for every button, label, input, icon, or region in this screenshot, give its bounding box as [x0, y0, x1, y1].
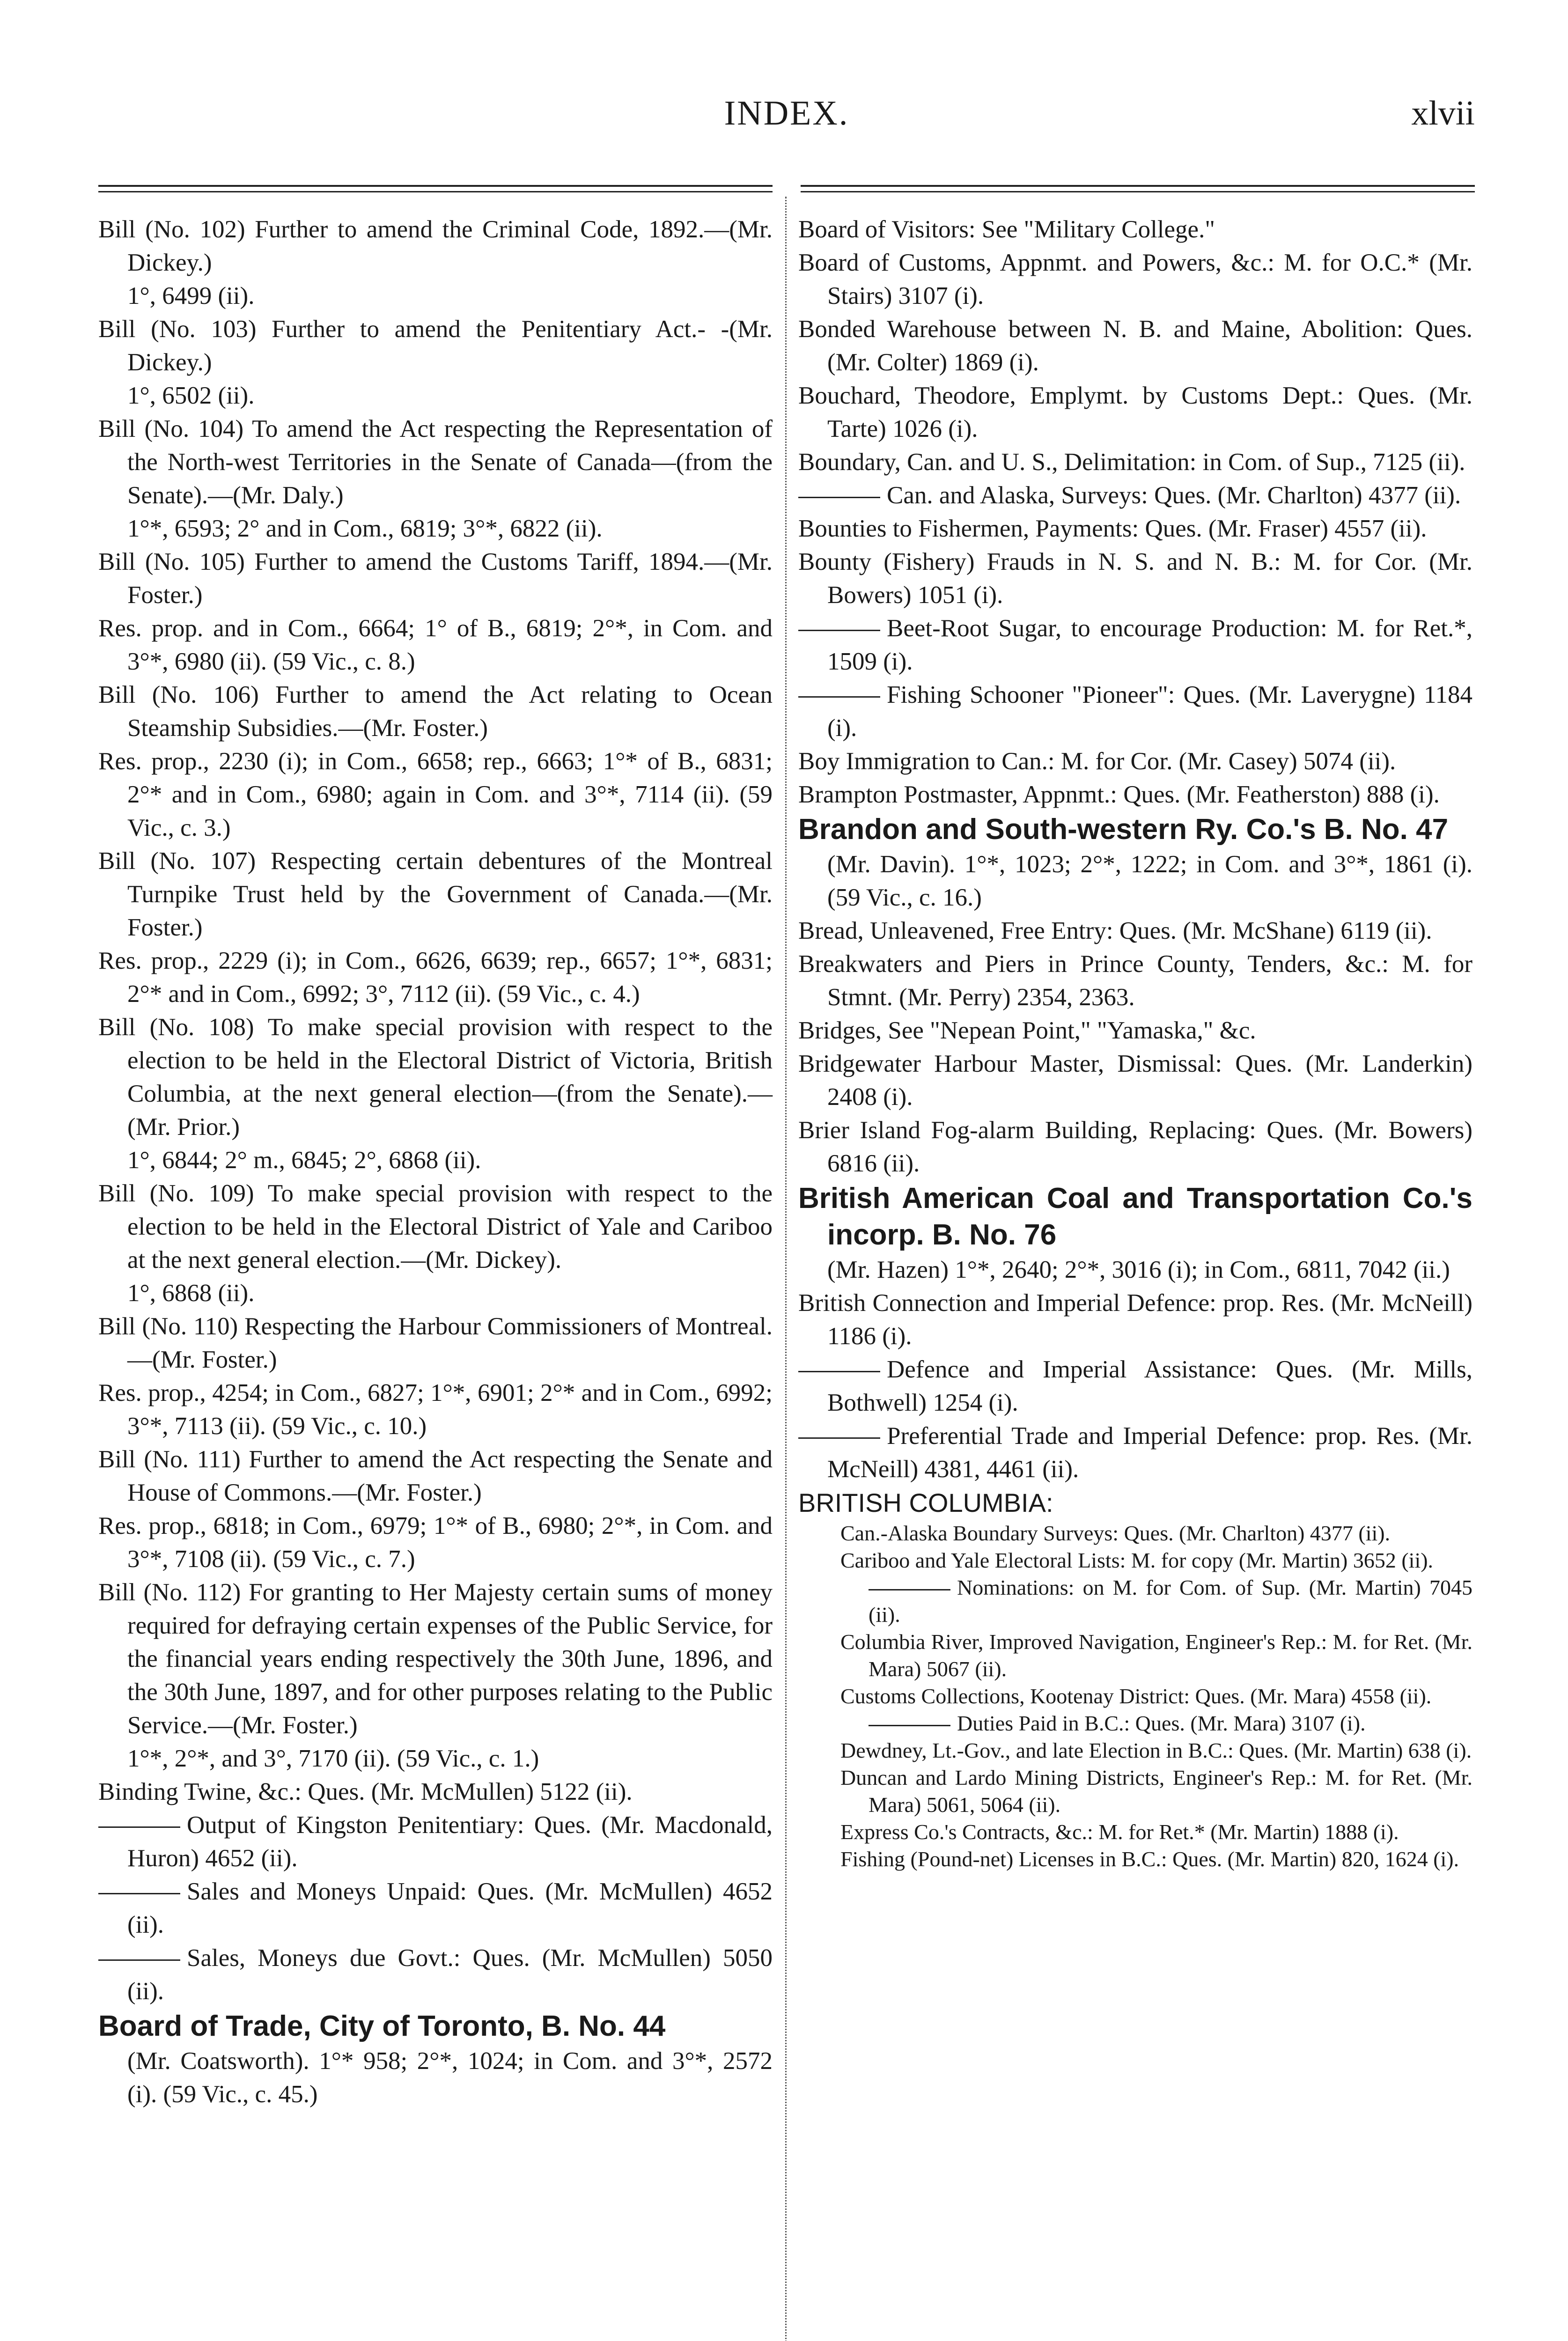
index-entry: Breakwaters and Piers in Prince County, Tenders, &c.: M. for Stmnt. (Mr. Perry) 2354, 2363. [798, 950, 1472, 1011]
page-header [98, 0, 1475, 155]
ditto-dash [798, 1371, 880, 1372]
index-entry: Bill (No. 102) Further to amend the Criminal Code, 1892.—(Mr. Dickey.) [98, 216, 773, 276]
bc-entry: Express Co.'s Contracts, &c.: M. for Ret.* (Mr. Martin) 1888 (i). [840, 1820, 1399, 1844]
ditto-dash [798, 696, 880, 698]
index-dash-entry: Output of Kingston Penitentiary: Ques. (Mr. Macdonald, Huron) 4652 (ii). [98, 1809, 773, 1875]
index-subentry: 1°, 6868 (ii). [127, 1280, 255, 1307]
index-entry: Binding Twine, &c.: Ques. (Mr. McMullen) 5122 (ii). [98, 1778, 633, 1805]
header-rule-right [801, 185, 1475, 192]
index-entry: British Connection and Imperial Defence: prop. Res. (Mr. McNeill) 1186 (i). [798, 1289, 1472, 1350]
bc-entry: Duncan and Lardo Mining Districts, Engineer's Rep.: M. for Ret. (Mr. Mara) 5061, 5064 (ii). [840, 1766, 1472, 1817]
index-entry: Boundary, Can. and U. S., Delimitation: in Com. of Sup., 7125 (ii). [798, 449, 1465, 476]
index-entry: Board of Customs, Appnmt. and Powers, &c.: M. for O.C.* (Mr. Stairs) 3107 (i). [798, 249, 1472, 309]
index-entry: Brampton Postmaster, Appnmt.: Ques. (Mr. Featherston) 888 (i). [798, 781, 1440, 808]
index-entry: Bill (No. 106) Further to amend the Act relating to Ocean Steamship Subsidies.—(Mr. Foster.) [98, 681, 773, 742]
bc-dash-entry: Nominations: on M. for Com. of Sup. (Mr. Martin) 7045 (ii). [869, 1575, 1472, 1627]
header-rule-left [98, 185, 773, 192]
index-subentry: Res. prop., 4254; in Com., 6827; 1°*, 6901; 2°* and in Com., 6992; 3°*, 7113 (ii). (59 Vic., c. 10.) [98, 1379, 773, 1440]
index-dash-entry: Beet-Root Sugar, to encourage Production: M. for Ret.*, 1509 (i). [798, 612, 1472, 678]
bc-entry: Customs Collections, Kootenay District: Ques. (Mr. Mara) 4558 (ii). [840, 1684, 1432, 1708]
ditto-dash [869, 1589, 950, 1590]
ditto-dash [98, 1826, 180, 1828]
bc-entry: Cariboo and Yale Electoral Lists: M. for copy (Mr. Martin) 3652 (ii). [840, 1548, 1434, 1572]
index-subentry: Res. prop., 6818; in Com., 6979; 1°* of B., 6980; 2°*, in Com. and 3°*, 7108 (ii). (59 Vic., c. 7.) [98, 1512, 773, 1573]
index-subentry: Res. prop., 2230 (i); in Com., 6658; rep., 6663; 1°* of B., 6831; 2°* and in Com., 6980; again in Com. and 3°*, 7114 (ii). (59 Vic., c. 3.) [98, 748, 773, 841]
index-subentry: 1°*, 2°*, and 3°, 7170 (ii). (59 Vic., c. 1.) [127, 1745, 539, 1772]
index-entry: Bill (No. 107) Respecting certain debentures of the Montreal Turnpike Trust held by the Government of Canada.—(Mr. Foster.) [98, 847, 773, 941]
page-number: xlvii [1411, 94, 1475, 133]
index-entry: Boy Immigration to Can.: M. for Cor. (Mr. Casey) 5074 (ii). [798, 748, 1396, 775]
index-subentry: 1°, 6844; 2° m., 6845; 2°, 6868 (ii). [127, 1147, 481, 1174]
index-subentry: Res. prop. and in Com., 6664; 1° of B., 6819; 2°*, in Com. and 3°*, 6980 (ii). (59 Vic., c. 8.) [98, 615, 773, 675]
index-entry: Bridges, See "Nepean Point," "Yamaska," &c. [798, 1017, 1256, 1044]
ditto-dash [98, 1893, 180, 1894]
index-entry: Bill (No. 105) Further to amend the Customs Tariff, 1894.—(Mr. Foster.) [98, 548, 773, 609]
right-column [798, 213, 1472, 1873]
index-subentry: 1°*, 6593; 2° and in Com., 6819; 3°*, 6822 (ii). [127, 515, 603, 542]
index-entry: Bill (No. 111) Further to amend the Act respecting the Senate and House of Commons.—(Mr. Foster.) [98, 1446, 773, 1506]
index-dash-entry: Sales, Moneys due Govt.: Ques. (Mr. McMullen) 5050 (ii). [98, 1942, 773, 2008]
index-entry: Bounty (Fishery) Frauds in N. S. and N. B.: M. for Cor. (Mr. Bowers) 1051 (i). [798, 548, 1472, 609]
index-entry: Bill (No. 108) To make special provision with respect to the election to be held in the Electoral District of Victoria, British Columbia, at the next general election—(from the Senate).—(Mr. Prior.) [98, 1014, 773, 1141]
index-subentry: (Mr. Davin). 1°*, 1023; 2°*, 1222; in Com. and 3°*, 1861 (i). (59 Vic., c. 16.) [827, 851, 1472, 911]
index-subentry: (Mr. Coatsworth). 1°* 958; 2°*, 1024; in Com. and 3°*, 2572 (i). (59 Vic., c. 45.) [127, 2047, 773, 2108]
index-entry: Bread, Unleavened, Free Entry: Ques. (Mr. McShane) 6119 (ii). [798, 917, 1432, 944]
ditto-dash [798, 630, 880, 631]
index-dash-entry: Defence and Imperial Assistance: Ques. (Mr. Mills, Bothwell) 1254 (i). [798, 1353, 1472, 1420]
index-bold-entry: British American Coal and Transportation Co.'s incorp. B. No. 76 [798, 1182, 1472, 1251]
page-title: INDEX. [724, 94, 849, 133]
index-entry: Bill (No. 104) To amend the Act respecting the Representation of the North-west Territories in the Senate of Canada—(from the Senate).—(Mr. Daly.) [98, 415, 773, 509]
index-dash-entry: Fishing Schooner "Pioneer": Ques. (Mr. Laverygne) 1184 (i). [798, 678, 1472, 745]
bc-dash-entry: Duties Paid in B.C.: Ques. (Mr. Mara) 3107 (i). [798, 1710, 1472, 1737]
index-entry: Bill (No. 110) Respecting the Harbour Commissioners of Montreal.—(Mr. Foster.) [98, 1313, 773, 1373]
index-subentry: (Mr. Hazen) 1°*, 2640; 2°*, 3016 (i); in Com., 6811, 7042 (ii.) [827, 1256, 1450, 1283]
index-dash-entry: Sales and Moneys Unpaid: Ques. (Mr. McMullen) 4652 (ii). [98, 1875, 773, 1942]
index-entry: Brier Island Fog-alarm Building, Replacing: Ques. (Mr. Bowers) 6816 (ii). [798, 1117, 1472, 1177]
index-entry: Bill (No. 112) For granting to Her Majesty certain sums of money required for defraying certain expenses of the Public Service, for the financial years ending respectively the 30th June, 1896, and the 30th June, 1897, and for other purposes relating to the Public Service.—(Mr. Foster.) [98, 1579, 773, 1739]
index-entry: Bill (No. 103) Further to amend the Penitentiary Act.- -(Mr. Dickey.) [98, 316, 773, 376]
section-heading-british-columbia: BRITISH COLUMBIA: [798, 1488, 1053, 1517]
index-entry: Bill (No. 109) To make special provision with respect to the election to be held in the Electoral District of Yale and Cariboo at the next general election.—(Mr. Dickey). [98, 1180, 773, 1274]
index-dash-entry: Can. and Alaska, Surveys: Ques. (Mr. Charlton) 4377 (ii). [798, 479, 1472, 512]
index-subentry: 1°, 6502 (ii). [127, 382, 255, 409]
bc-entry: Dewdney, Lt.-Gov., and late Election in B.C.: Ques. (Mr. Martin) 638 (i). [840, 1738, 1472, 1762]
ditto-dash [869, 1725, 950, 1726]
index-entry: Bonded Warehouse between N. B. and Maine, Abolition: Ques. (Mr. Colter) 1869 (i). [798, 316, 1472, 376]
index-dash-entry: Preferential Trade and Imperial Defence: prop. Res. (Mr. McNeill) 4381, 4461 (ii). [798, 1420, 1472, 1486]
left-column [98, 213, 773, 2111]
index-entry: Bridgewater Harbour Master, Dismissal: Ques. (Mr. Landerkin) 2408 (i). [798, 1050, 1472, 1111]
index-subentry: 1°, 6499 (ii). [127, 282, 255, 309]
index-entry: Board of Visitors: See "Military College." [798, 216, 1215, 243]
bc-entry: Columbia River, Improved Navigation, Engineer's Rep.: M. for Ret. (Mr. Mara) 5067 (ii). [840, 1630, 1472, 1681]
ditto-dash [798, 497, 880, 498]
index-entry: Bouchard, Theodore, Emplymt. by Customs Dept.: Ques. (Mr. Tarte) 1026 (i). [798, 382, 1472, 442]
index-entry: Bounties to Fishermen, Payments: Ques. (Mr. Fraser) 4557 (ii). [798, 515, 1427, 542]
column-divider [785, 197, 787, 2341]
index-bold-entry: Brandon and South-western Ry. Co.'s B. No. 47 [798, 813, 1449, 846]
ditto-dash [98, 1959, 180, 1961]
bc-entry: Can.-Alaska Boundary Surveys: Ques. (Mr. Charlton) 4377 (ii). [840, 1521, 1391, 1545]
index-bold-entry: Board of Trade, City of Toronto, B. No. 44 [98, 2010, 666, 2042]
index-subentry: Res. prop., 2229 (i); in Com., 6626, 6639; rep., 6657; 1°*, 6831; 2°* and in Com., 6992; 3°, 7112 (ii). (59 Vic., c. 4.) [98, 947, 773, 1008]
bc-entry: Fishing (Pound-net) Licenses in B.C.: Ques. (Mr. Martin) 820, 1624 (i). [840, 1847, 1459, 1871]
ditto-dash [798, 1437, 880, 1439]
